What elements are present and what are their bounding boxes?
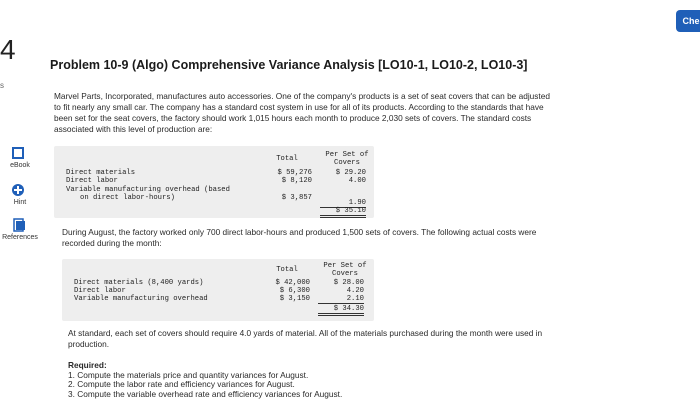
ebook-tool[interactable] [0, 146, 40, 169]
std-row-label: Variable manufacturing overhead (based [66, 186, 230, 194]
august-line: During August, the factory worked only 700 direct labor-hours and produced 1,500 sets of covers. The following actual costs were [62, 227, 537, 237]
std-row-label: Direct labor [66, 177, 118, 185]
check-button[interactable]: Che [676, 10, 700, 32]
intro-line: Marvel Parts, Incorporated, manufactures auto accessories. One of the company's products is a set of seat covers that can be adjusted [54, 91, 550, 101]
standard-note-paragraph [68, 328, 648, 350]
sidebar-bullet: s [0, 81, 4, 90]
std-row-label: Direct materials [66, 169, 136, 177]
act-row-total: $ 3,150 [279, 295, 310, 303]
standard-note-line: production. [68, 339, 110, 349]
act-row-label: Direct labor [74, 287, 126, 295]
std-col-per-set [320, 151, 374, 167]
intro-line: associated with this level of production are: [54, 124, 213, 134]
problem-title: Problem 10-9 (Algo) Comprehensive Variance Analysis [LO10-1, LO10-2, LO10-3] [50, 58, 528, 72]
required-section [68, 361, 648, 399]
act-row-total: $ 42,000 [275, 279, 310, 287]
question-number: 4 [0, 34, 16, 65]
hint-icon [8, 183, 32, 197]
std-per-set-total: $ 35.10 [320, 207, 366, 218]
std-row-total: $ 3,857 [281, 194, 312, 202]
actual-cost-table [62, 259, 374, 321]
std-col-per-set-2: Covers [334, 159, 360, 167]
act-row-per-set: 2.10 [318, 295, 364, 304]
std-row-total: $ 8,120 [281, 177, 312, 185]
act-col-total: Total [276, 266, 298, 274]
hint-label: Hint [13, 199, 27, 206]
intro-line: to fit nearly any small car. The company has a standard cost system in use for all of its products. According to the standards that have [54, 102, 544, 112]
hint-tool[interactable] [0, 183, 40, 206]
act-col-per-set-1: Per Set of [323, 262, 367, 270]
std-col-per-set-1: Per Set of [325, 151, 369, 159]
references-icon [8, 218, 32, 232]
std-row-label-cont: on direct labor-hours) [80, 194, 175, 202]
ebook-icon [8, 146, 32, 160]
std-row-per-set: 4.00 [348, 177, 366, 185]
required-item: 2. Compute the labor rate and efficiency variances for August. [68, 379, 295, 389]
std-col-total: Total [276, 155, 298, 163]
act-row-per-set: 4.20 [346, 287, 364, 295]
act-per-set-total: $ 34.30 [318, 305, 364, 316]
act-row-per-set: $ 28.00 [333, 279, 364, 287]
references-tool[interactable] [0, 218, 40, 241]
standard-note-line: At standard, each set of covers should require 4.0 yards of material. All of the materials purchased during the month were used in [68, 328, 543, 338]
std-row-per-set: 1.90 [320, 199, 366, 208]
act-row-label: Variable manufacturing overhead [74, 295, 208, 303]
required-heading: Required: [68, 360, 107, 370]
act-col-per-set [318, 262, 372, 278]
standard-cost-table [54, 146, 374, 218]
august-line: recorded during the month: [62, 238, 162, 248]
august-paragraph [62, 227, 652, 249]
required-item: 3. Compute the variable overhead rate and efficiency variances for August. [68, 388, 343, 399]
std-row-total: $ 59,276 [277, 169, 312, 177]
ebook-label: eBook [10, 162, 30, 169]
required-item: 1. Compute the materials price and quantity variances for August. [68, 369, 309, 380]
intro-paragraph [54, 91, 654, 135]
references-label: References [2, 234, 38, 241]
act-col-per-set-2: Covers [332, 270, 358, 278]
std-row-per-set: $ 29.20 [335, 169, 366, 177]
act-row-label: Direct materials (8,400 yards) [74, 279, 204, 287]
intro-line: been set for the seat covers, the factory should work 1,015 hours each month to produce 2,030 sets of covers. The standard costs [54, 113, 532, 123]
act-row-total: $ 6,300 [279, 287, 310, 295]
